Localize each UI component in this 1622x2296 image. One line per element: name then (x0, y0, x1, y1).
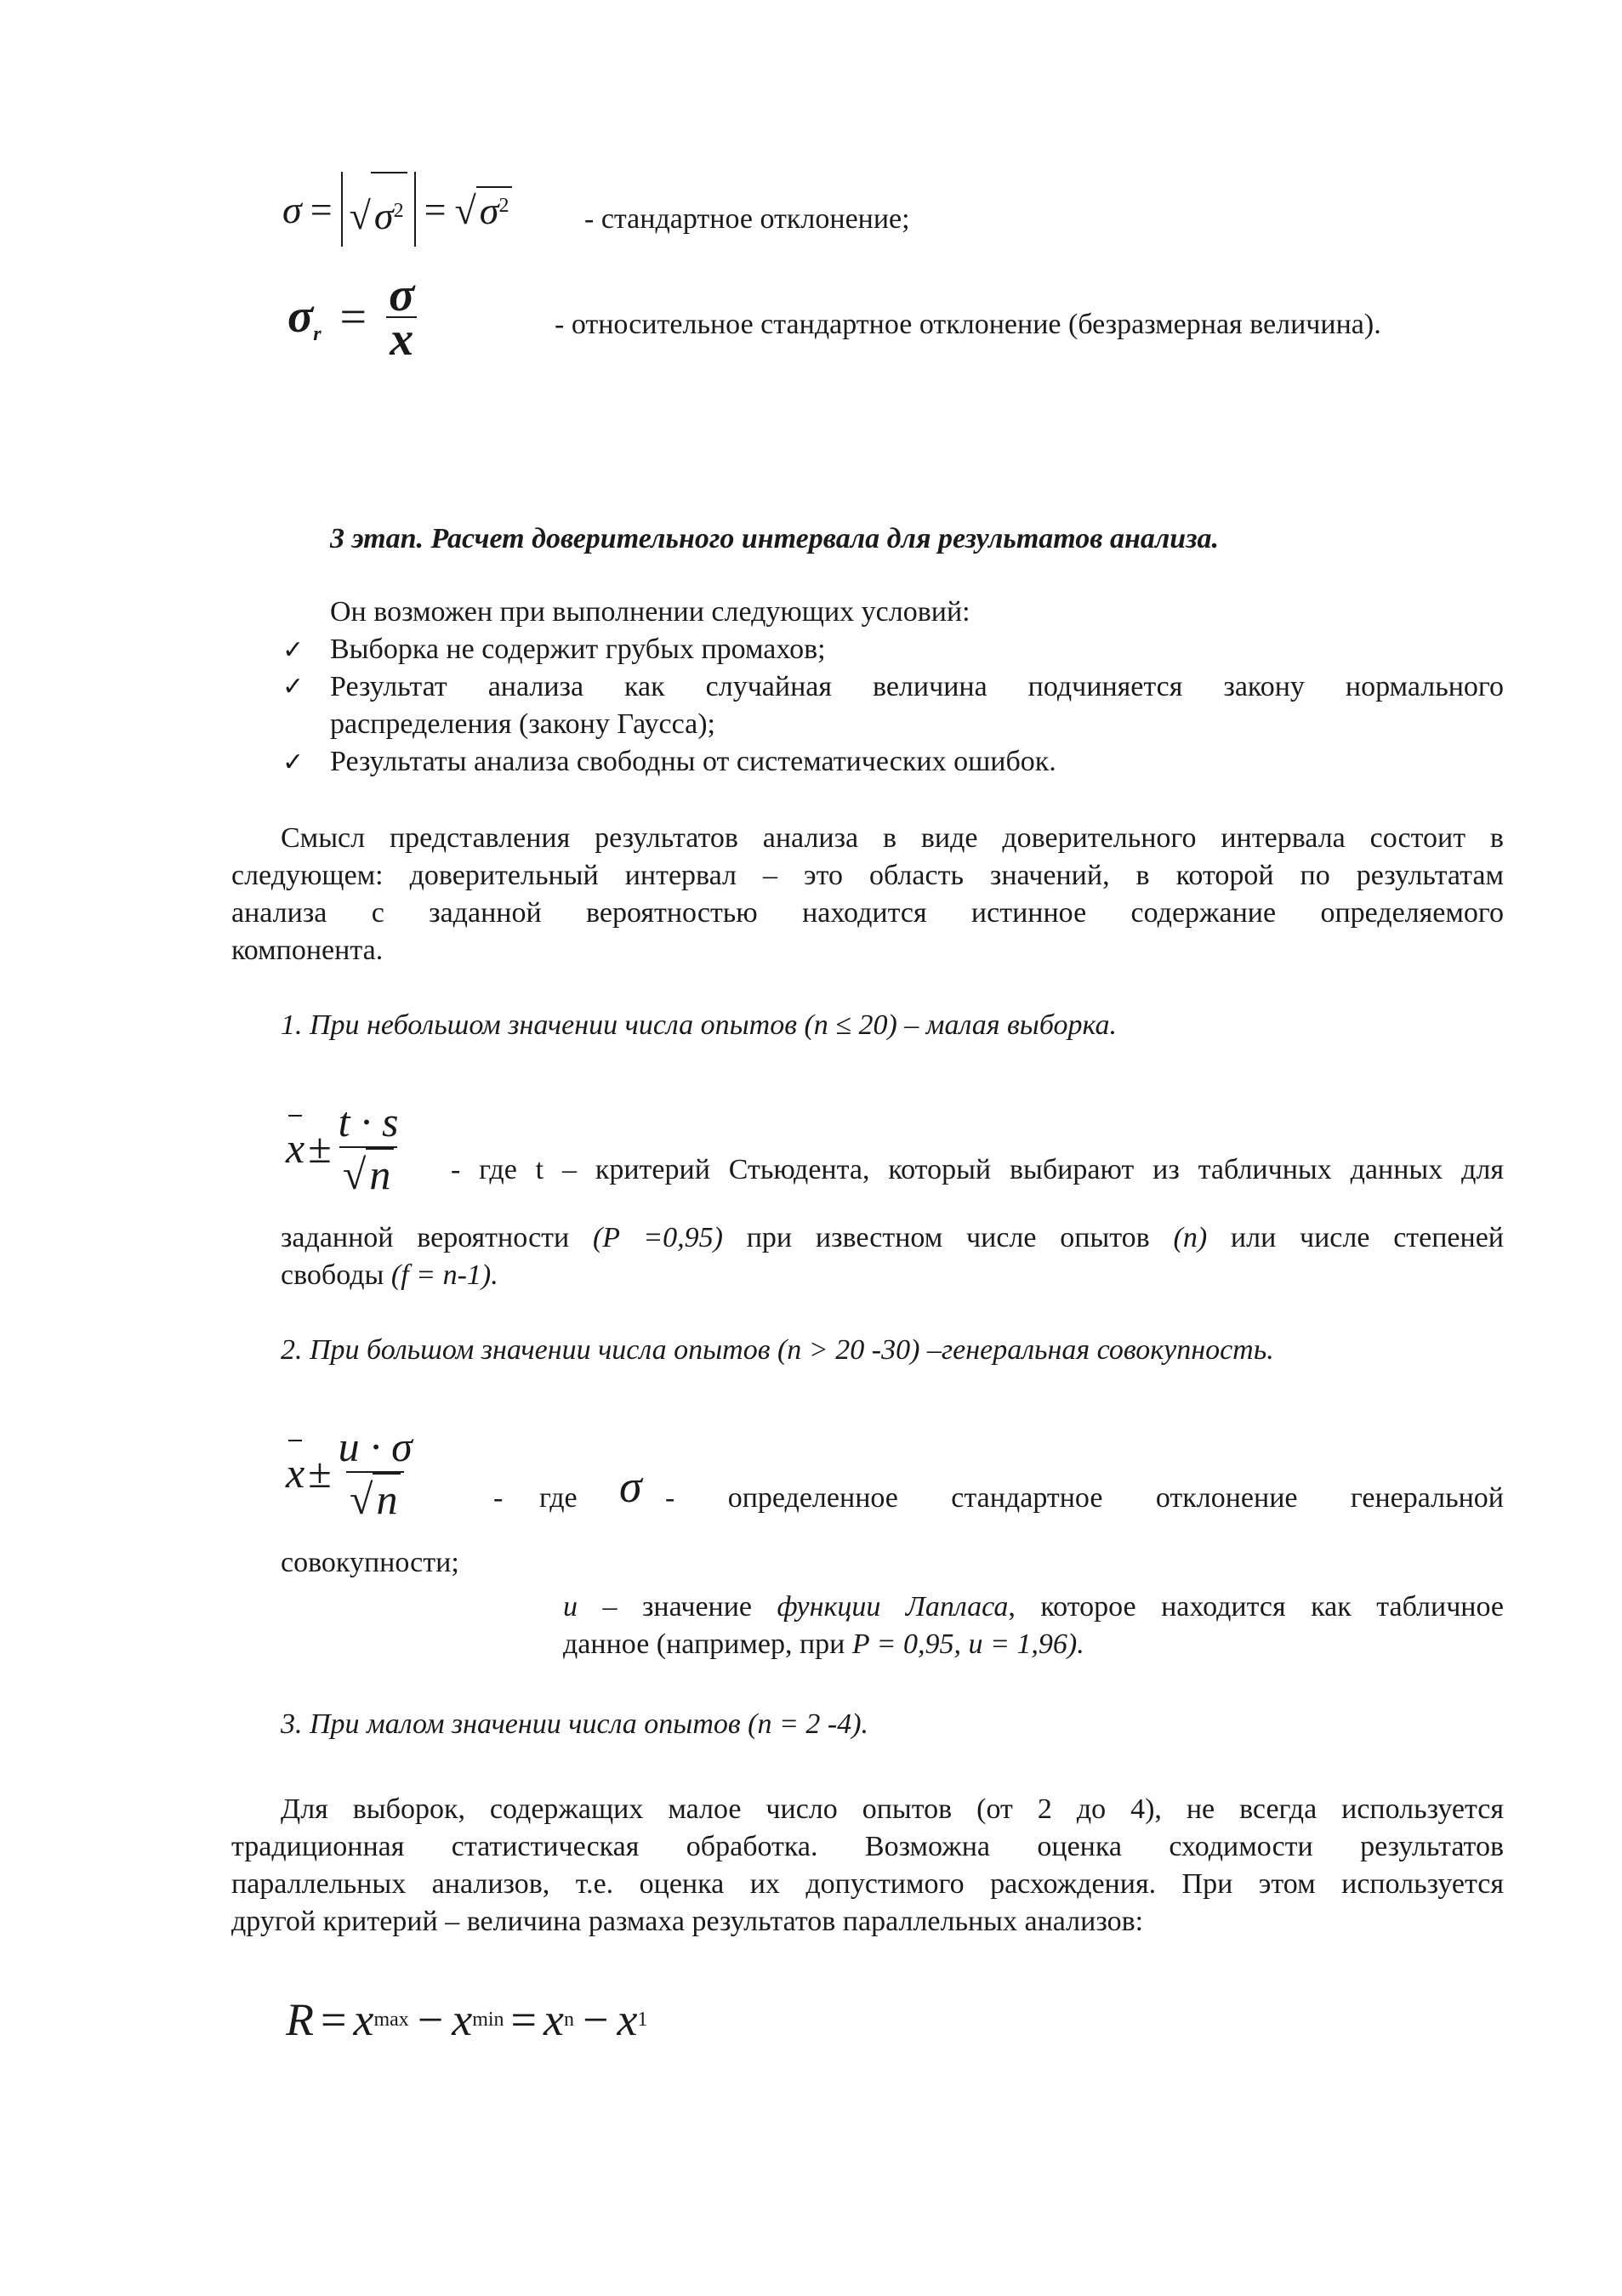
equals-sign: = (310, 187, 333, 231)
formula-standard-deviation (282, 167, 512, 252)
case1-continuation-2: свободы (f = n-1). (281, 1259, 498, 1291)
subscript-min: min (472, 2008, 504, 2031)
formula-relative-sd (287, 270, 418, 364)
case1-description: - где t – критерий Стьюдента, который выбирают из табличных данных для (451, 1154, 1504, 1185)
condition-item-2: ✓ Результат анализа как случайная величина подчиняется закону нормального (282, 668, 1504, 706)
laplace-note-line-1: u – значение функции Лапласа, которое находится как табличное (563, 1591, 1504, 1623)
condition-item-3: ✓ Результаты анализа свободны от систематических ошибок. (282, 746, 1056, 777)
case2-description: - определенное стандартное отклонение генеральной (665, 1482, 1504, 1514)
subscript-1: 1 (637, 2008, 648, 2031)
meaning-paragraph-line-3: анализа с заданной вероятностью находится истинное содержание определяемого (231, 897, 1504, 929)
sigma-symbol: σ (282, 187, 302, 231)
checkmark-icon: ✓ (282, 672, 304, 702)
case2-sigma-symbol: σ (619, 1461, 642, 1512)
equals-sign-3: = (339, 291, 367, 344)
absolute-value-bars (341, 172, 416, 247)
conditions-intro: Он возможен при выполнении следующих условий: (330, 596, 970, 628)
sqrt-sigma-squared-2: $√\sigma^2$ (455, 186, 513, 233)
condition-item-1: ✓ Выборка не содержит грубых промахов; (282, 634, 826, 665)
case2-heading: 2. При большом значении числа опытов (n > 20 -30) –генеральная совокупность. (281, 1334, 1274, 1366)
checkmark-icon: ✓ (282, 747, 304, 777)
plus-minus-sign: ± (308, 1124, 332, 1172)
equals-sign-2: = (424, 187, 447, 231)
section-heading: 3 этап. Расчет доверительного интервала для результатов анализа. (330, 523, 1219, 554)
sqrt-sigma-squared: $√\sigma^2$ (350, 172, 407, 253)
small-sample-line-4: другой критерий – величина размаха результатов параллельных анализов: (231, 1906, 1144, 1937)
case1-continuation-1: заданной вероятности (P =0,95) при известном числе опытов (n) или числе степеней (281, 1222, 1505, 1253)
meaning-paragraph-line-4: компонента. (231, 935, 384, 966)
sigma-r-symbol: $\sigma_r$ (287, 289, 322, 345)
laplace-note-line-2: данное (например, при P = 0,95, u = 1,96). (563, 1628, 1084, 1660)
meaning-paragraph-line-1: Смысл представления результатов анализа в виде доверительного интервала состоит в (281, 822, 1504, 854)
range-symbol-R: R (286, 1994, 314, 2045)
meaning-paragraph-line-2: следующем: доверительный интервал – это область значений, в которой по результатам (231, 860, 1504, 891)
subscript-max: max (373, 2008, 409, 2031)
formula-laplace-interval (286, 1413, 416, 1532)
case3-heading: 3. При малом значении числа опытов (n = 2 -4). (281, 1708, 869, 1740)
small-sample-line-2: традиционная статистическая обработка. Возможна оценка сходимости результатов (231, 1831, 1504, 1862)
formula-student-interval (286, 1088, 402, 1208)
fraction-ts-over-sqrt-n: $\frac{t \cdot s}{√n}$ (338, 1098, 399, 1198)
subscript-n: n (563, 2008, 574, 2031)
checkmark-icon: ✓ (282, 635, 304, 665)
plus-minus-sign-2: ± (308, 1449, 332, 1497)
small-sample-line-3: параллельных анализов, т.е. оценка их допустимого расхождения. При этом используется (231, 1868, 1504, 1900)
x-bar-symbol: x (286, 1124, 305, 1172)
condition-item-2-continuation: распределения (закону Гаусса); (330, 708, 715, 740)
fraction-u-sigma-over-sqrt-n: $\frac{u \cdot \sigma}{√n}$ (338, 1423, 413, 1523)
x-bar-symbol-2: x (286, 1449, 305, 1497)
case2-where: где (539, 1482, 578, 1514)
case2-continuation: совокупности; (281, 1547, 459, 1578)
small-sample-line-1: Для выборок, содержащих малое число опытов (от 2 до 4), не всегда используется (281, 1793, 1504, 1825)
formula-range: R = x max − x min = x n − x 1 (286, 1994, 648, 2045)
formula1-description: - стандартное отклонение; (584, 203, 910, 235)
case1-heading: 1. При небольшом значении числа опытов (n ≤ 20) – малая выборка. (281, 1009, 1118, 1041)
formula2-description: - относительное стандартное отклонение (безразмерная величина). (555, 309, 1381, 340)
fraction-sigma-over-xbar: $\frac{\sigma}{x}$ (385, 274, 418, 361)
case2-dash: - (493, 1482, 504, 1514)
